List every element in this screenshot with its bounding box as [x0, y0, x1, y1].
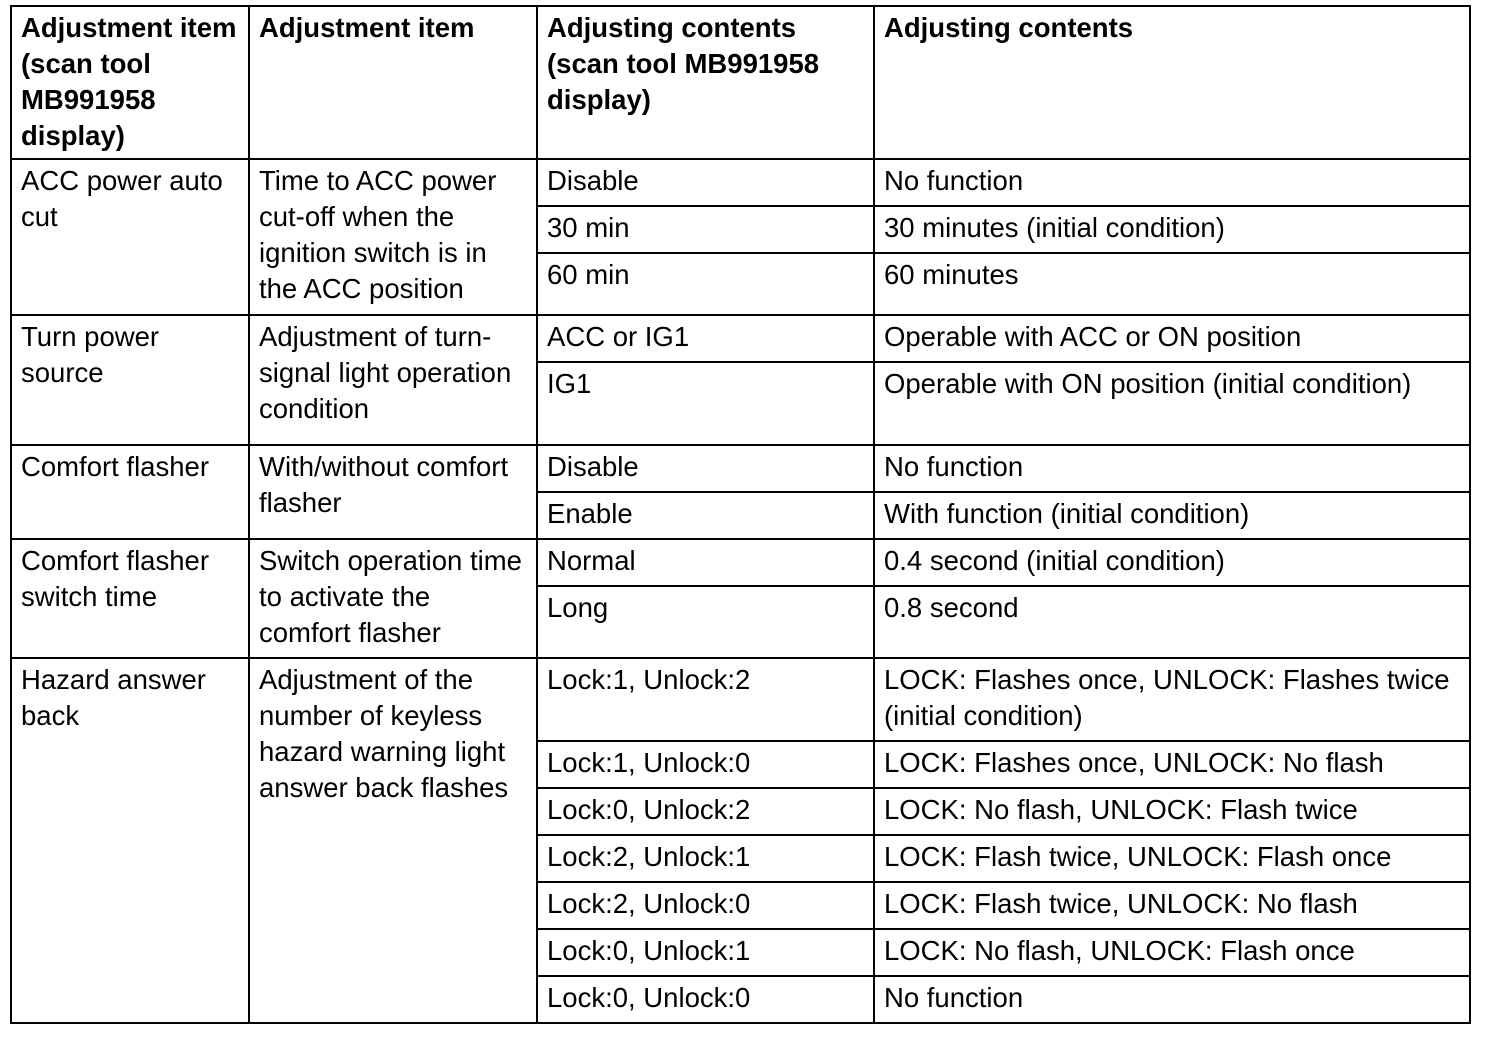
option-display-cell: Lock:2, Unlock:0	[537, 882, 874, 929]
option-content-cell: No function	[874, 159, 1470, 206]
option-content-cell: LOCK: Flash twice, UNLOCK: Flash once	[874, 835, 1470, 882]
option-content-cell: LOCK: Flash twice, UNLOCK: No flash	[874, 882, 1470, 929]
option-content-cell: No function	[874, 976, 1470, 1023]
header-item: Adjustment item	[249, 6, 537, 159]
option-display-cell: Disable	[537, 159, 874, 206]
option-display-cell: Long	[537, 586, 874, 658]
header-content-display: Adjusting contents (scan tool MB991958 display)	[537, 6, 874, 159]
option-display-cell: Lock:2, Unlock:1	[537, 835, 874, 882]
adjustment-table	[10, 5, 1471, 1024]
item-cell: Time to ACC power cut-off when the ignition switch is in the ACC position	[249, 159, 537, 315]
item-display-cell: Comfort flasher switch time	[11, 539, 249, 658]
option-content-cell: Operable with ACC or ON position	[874, 315, 1470, 362]
option-display-cell: Normal	[537, 539, 874, 586]
header-row	[11, 6, 1470, 159]
option-display-cell: IG1	[537, 362, 874, 445]
header-content: Adjusting contents	[874, 6, 1470, 159]
option-display-cell: ACC or IG1	[537, 315, 874, 362]
item-cell: Adjustment of turn-signal light operation condition	[249, 315, 537, 445]
item-display-cell: ACC power auto cut	[11, 159, 249, 315]
option-content-cell: 60 minutes	[874, 253, 1470, 315]
option-content-cell: No function	[874, 445, 1470, 492]
option-display-cell: 60 min	[537, 253, 874, 315]
option-display-cell: Lock:0, Unlock:2	[537, 788, 874, 835]
header-item-display: Adjustment item (scan tool MB991958 display)	[11, 6, 249, 159]
item-display-cell: Turn power source	[11, 315, 249, 445]
option-content-cell: LOCK: Flashes once, UNLOCK: No flash	[874, 741, 1470, 788]
table-row	[11, 159, 1470, 206]
option-display-cell: Lock:0, Unlock:1	[537, 929, 874, 976]
option-content-cell: 30 minutes (initial condition)	[874, 206, 1470, 253]
item-display-cell: Comfort flasher	[11, 445, 249, 539]
option-content-cell: 0.4 second (initial condition)	[874, 539, 1470, 586]
table-row	[11, 658, 1470, 741]
option-content-cell: LOCK: Flashes once, UNLOCK: Flashes twice (initial condition)	[874, 658, 1470, 741]
option-display-cell: Lock:0, Unlock:0	[537, 976, 874, 1023]
item-cell: Adjustment of the number of keyless hazard warning light answer back flashes	[249, 658, 537, 1023]
option-display-cell: Enable	[537, 492, 874, 539]
table-row	[11, 445, 1470, 492]
option-display-cell: Lock:1, Unlock:0	[537, 741, 874, 788]
option-display-cell: 30 min	[537, 206, 874, 253]
option-display-cell: Disable	[537, 445, 874, 492]
option-content-cell: LOCK: No flash, UNLOCK: Flash twice	[874, 788, 1470, 835]
option-display-cell: Lock:1, Unlock:2	[537, 658, 874, 741]
item-display-cell: Hazard answer back	[11, 658, 249, 1023]
option-content-cell: Operable with ON position (initial condition)	[874, 362, 1470, 445]
option-content-cell: LOCK: No flash, UNLOCK: Flash once	[874, 929, 1470, 976]
table-row	[11, 315, 1470, 362]
option-content-cell: 0.8 second	[874, 586, 1470, 658]
item-cell: Switch operation time to activate the comfort flasher	[249, 539, 537, 658]
option-content-cell: With function (initial condition)	[874, 492, 1470, 539]
item-cell: With/without comfort flasher	[249, 445, 537, 539]
table-row	[11, 539, 1470, 586]
